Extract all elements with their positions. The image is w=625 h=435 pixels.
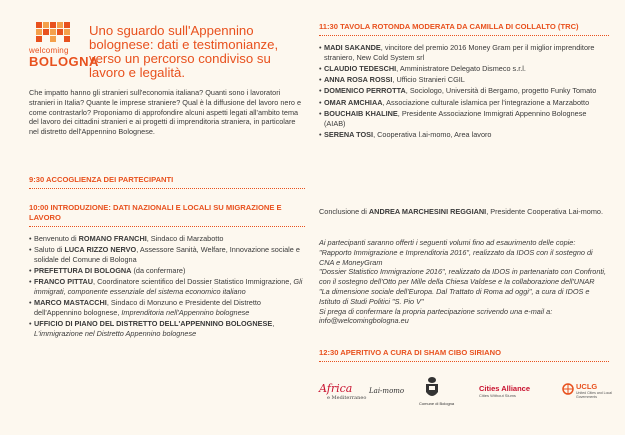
speaker-role: , Amministratore Delegato Dismeco s.r.l. [396,63,526,73]
page-title: Uno sguardo sull'Appennino bolognese: dati e testimonianze, verso un percorso condiviso su lavoro e legalità. [89,23,279,80]
comune-di-bologna-caption: Comune di Bologna [419,401,455,406]
intro-speaker-item [29,298,305,318]
round-table-speaker-item [319,86,609,96]
logo-blocks [36,22,79,42]
africa-logo-sub: e Mediterraneo [327,395,367,401]
speaker-role: , Coordinatore scientifico del Dossier Statistico Immigrazione, [93,277,294,287]
section-round-table-title: 11:30 TAVOLA ROTONDA MODERATA DA CAMILLA DI COLLALTO (TRC) [319,22,579,31]
rsvp-line: Si prega di confermare la propria partecipazione scrivendo una e-mail a: info@welcomingbologna.eu [319,306,553,326]
speaker-name: ANNA ROSA ROSSI [324,75,393,85]
speaker-name: PREFETTURA DI BOLOGNA [34,265,132,275]
logo-word-welcoming: welcoming [29,46,69,55]
welcoming-bologna-logo [29,22,99,84]
round-table-speaker-list [319,43,609,140]
speaker-role: , vincitore del premio 2016 Money Gram per il miglior imprenditore straniero, New Cold System srl [324,42,595,62]
conclusion-post: , Presidente Cooperativa Lai-momo. [486,207,604,216]
divider [319,361,609,362]
africa-mediterraneo-logo [319,382,366,401]
africa-logo-text: Africa [319,382,353,395]
speaker-role: , [272,319,275,329]
speaker-name: ROMANO FRANCHI [78,233,147,243]
offer-line: "Dossier Statistico Immigrazione 2016", realizzato da IDOS in partenariato con Confronti, con il sostegno dell'Otto per Mille della Chiesa Valdese e la collaborazione dell'UNAR [319,267,607,287]
intro-paragraph: Che impatto hanno gli stranieri sull'economia italiana? Quanti sono i lavoratori stranieri in Italia? Quante le imprese straniere? Qual è la diffusione del lavoro nero e come contrastarlo? Proponiamo di approfondire alcuni aspetti legati all'ambito tema del lavoro dei cittadini stranieri e ai progetti di imprenditoria straniera, in particolare nel distretto dell'Appennino Bolognese. [29,88,302,137]
intro-speaker-item [29,319,305,339]
speaker-name: MADI SAKANDE [324,42,381,52]
round-table-speaker-item [319,43,609,63]
cities-alliance-text: Cities Alliance [479,384,530,393]
speaker-name: MARCO MASTACCHI [34,298,107,308]
speaker-name: CLAUDIO TEDESCHI [324,63,397,73]
talk-title: Gli immigrati, componente essenziale del sistema economico italiano [34,277,303,297]
uclg-sub: United Cities and Local Governments [576,391,612,399]
speaker-name: LUCA RIZZO NERVO [64,244,137,254]
speaker-name: SERENA TOSI [324,130,374,140]
conclusion-pre: Conclusione di [319,207,369,216]
round-table-speaker-item [319,75,609,85]
logo-word-bologna: BOLOGNA [29,54,99,69]
speaker-name: OMAR AMCHIAA [324,97,383,107]
speaker-role: , Sociologo, Università di Bergamo, progetto Funky Tomato [405,86,597,96]
round-table-speaker-item [319,109,609,129]
footer-logos [319,374,612,414]
offer-line: "La dimensione sociale dell'Europa. Dal Trattato di Roma ad oggi", a cura di IDOS e Istituto di Studi Politici "S. Pio V" [319,286,590,306]
speaker-name: UFFICIO DI PIANO DEL DISTRETTO DELL'APPENNINO BOLOGNESE [34,319,273,329]
speaker-role: , Associazione culturale islamica per l'integrazione a Marzabotto [382,97,590,107]
round-table-speaker-item [319,64,609,74]
section-welcome-title: 9:30 ACCOGLIENZA DEI PARTECIPANTI [29,175,174,184]
speaker-name: BOUCHAIB KHALINE [324,109,398,119]
uclg-text: UCLG [576,382,598,391]
cities-alliance-logo [479,384,530,398]
conclusion [319,207,609,217]
speaker-role: , Sindaco di Monzuno e Presidente del Distretto dell'Appennino bolognese, [34,298,261,318]
laimomo-logo: Lai-momo [369,387,405,395]
section-round-table [319,22,609,141]
section-aperitivo [319,348,609,365]
uclg-globe-icon [562,383,574,395]
intro-speaker-list [29,234,305,339]
section-aperitivo-title: 12:30 APERITIVO A CURA DI SHAM CIBO SIRIANO [319,348,501,357]
intro-speaker-item [29,234,305,244]
speaker-role: , Ufficio Stranieri CGIL [392,75,465,85]
comune-di-bologna-crest-icon [424,376,440,400]
speaker-name: FRANCO PITTAU [34,277,94,287]
uclg-logo [562,382,616,399]
offer-line: Ai partecipanti saranno offerti i seguenti volumi fino ad esaurimento delle copie: [319,238,576,247]
section-introduction-title: 10:00 INTRODUZIONE: DATI NAZIONALI E LOCALI SU MIGRAZIONE E LAVORO [29,203,282,222]
divider [319,35,609,36]
divider [29,226,305,227]
talk-title: L'immigrazione nel Distretto Appennino bolognese [34,329,197,339]
divider [29,188,305,189]
speaker-name: DOMENICO PERROTTA [324,86,406,96]
talk-title: Imprenditoria nell'Appennino bolognese [121,308,250,318]
offer-line: "Rapporto Immigrazione e Imprenditoria 2016", realizzato da IDOS con il sostegno di CNA e MoneyGram [319,247,593,267]
round-table-speaker-item [319,130,609,140]
speaker-role: , Cooperativa l.ai-momo, Area lavoro [373,130,492,140]
speaker-prefix: Benvenuto di [34,233,79,243]
speaker-role: (da confermare) [131,265,186,275]
intro-speaker-item [29,277,305,297]
intro-speaker-item [29,245,305,265]
speaker-role: , Sindaco di Marzabotto [146,233,224,243]
conclusion-speaker: ANDREA MARCHESINI REGGIANI [368,207,487,216]
round-table-speaker-item [319,98,609,108]
section-introduction [29,203,305,341]
books-offer [319,238,609,326]
cities-alliance-sub: Cities Without Slums [479,393,516,398]
section-welcome [29,175,305,192]
intro-speaker-item [29,266,305,276]
speaker-role: , Presidente Associazione Immigrati Appennino Bolognese (AIAB) [324,109,587,128]
speaker-role: , Assessore Sanità, Welfare, Innovazione sociale e solidale del Comune di Bologna [34,244,300,264]
speaker-prefix: Saluto di [34,244,65,254]
